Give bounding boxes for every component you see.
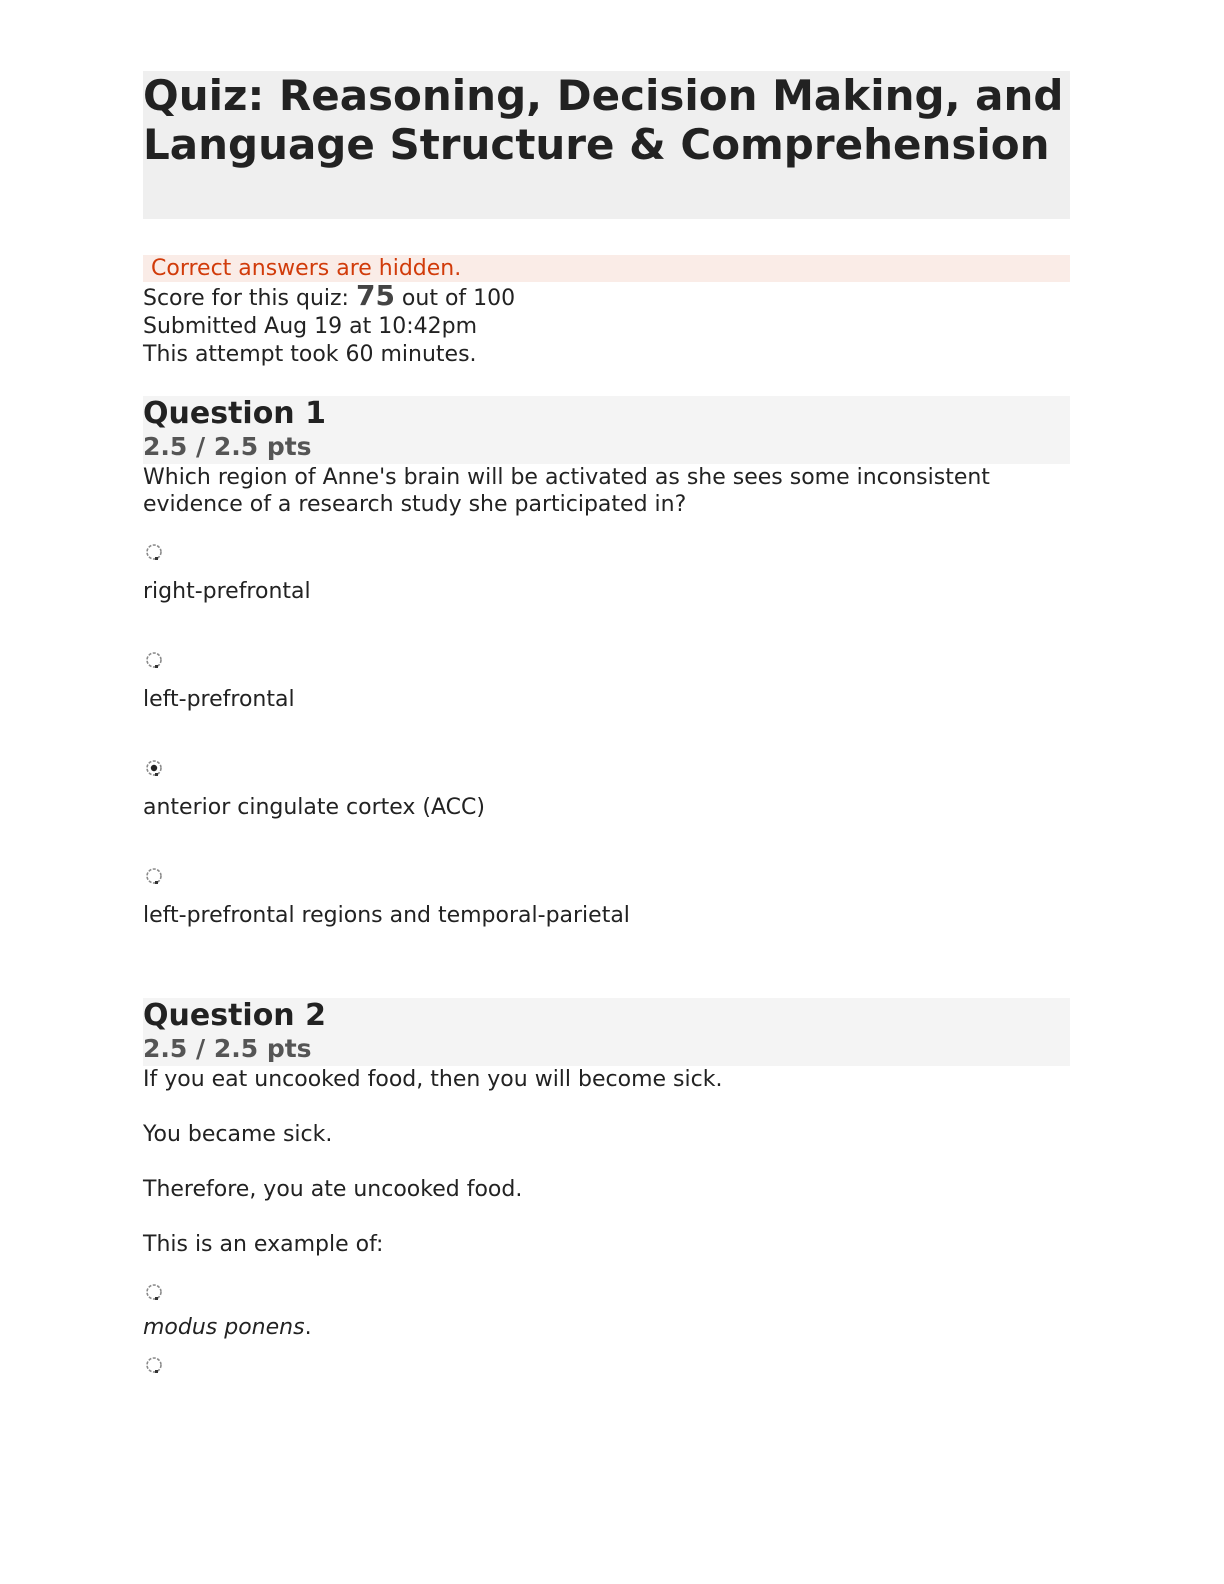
answer-label: anterior cingulate cortex (ACC) (143, 795, 485, 820)
answer-label (143, 1314, 1070, 1341)
correct-answers-hidden-notice: Correct answers are hidden. (143, 255, 1070, 282)
answer-option[interactable] (143, 650, 1070, 713)
radio-selected-icon[interactable] (144, 758, 164, 778)
radio-empty-icon[interactable] (144, 866, 164, 886)
question-1-points: 2.5 / 2.5 pts (143, 432, 312, 461)
question-2-points: 2.5 / 2.5 pts (143, 1034, 312, 1063)
question-2-paragraph: You became sick. (143, 1122, 333, 1147)
question-2-paragraph: This is an example of: (143, 1232, 384, 1257)
radio-empty-icon[interactable] (144, 1355, 164, 1375)
answer-option-selected[interactable] (143, 758, 1070, 821)
score-suffix: out of 100 (394, 286, 516, 311)
question-2-answers (143, 1282, 1070, 1375)
question-1-title: Question 1 (143, 396, 326, 431)
score-line (143, 279, 1070, 313)
question-2-paragraph: If you eat uncooked food, then you will become sick. (143, 1067, 723, 1092)
question-1-answers (143, 542, 1070, 929)
score-prefix: Score for this quiz: (143, 286, 356, 311)
radio-empty-icon[interactable] (144, 1282, 164, 1302)
quiz-page (143, 71, 1070, 1389)
submitted-line: Submitted Aug 19 at 10:42pm (143, 314, 477, 339)
answer-option[interactable] (143, 542, 1070, 605)
answer-option[interactable] (143, 1355, 1070, 1375)
answer-label: left-prefrontal regions and temporal-parietal (143, 903, 630, 928)
answer-label: left-prefrontal (143, 687, 295, 712)
answer-label: right-prefrontal (143, 579, 311, 604)
answer-label-italic: modus ponens (143, 1315, 305, 1340)
question-2-paragraph: Therefore, you ate uncooked food. (143, 1177, 523, 1202)
question-1-header (143, 396, 1070, 464)
radio-empty-icon[interactable] (144, 650, 164, 670)
title-box (143, 71, 1070, 219)
answer-label-tail: . (304, 1315, 312, 1340)
page-title: Quiz: Reasoning, Decision Making, and Language Structure & Comprehension (143, 71, 1064, 169)
answer-option[interactable] (143, 866, 1070, 929)
question-1-text: Which region of Anne's brain will be activated as she sees some inconsistent evidence of a research study she participated in? (143, 465, 990, 517)
answer-option[interactable] (143, 1282, 1070, 1341)
duration-line: This attempt took 60 minutes. (143, 342, 477, 367)
question-2-header (143, 998, 1070, 1066)
question-2-title: Question 2 (143, 998, 326, 1033)
score-value: 75 (355, 279, 395, 312)
radio-empty-icon[interactable] (144, 542, 164, 562)
